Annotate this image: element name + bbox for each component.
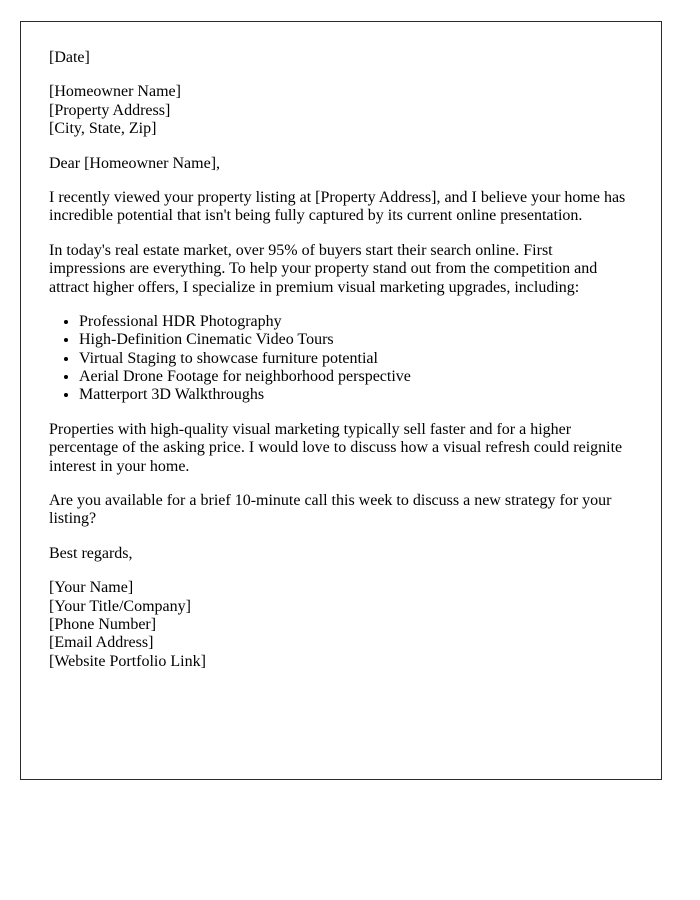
recipient-city-state-zip-line: [City, State, Zip] — [49, 120, 157, 138]
signature-phone-line: [Phone Number] — [49, 615, 157, 633]
salutation-line: Dear [Homeowner Name], — [49, 154, 221, 172]
signature-name-line: [Your Name] — [49, 579, 134, 597]
recipient-address-line: [Property Address] — [49, 101, 171, 119]
signature-email-line: [Email Address] — [49, 634, 154, 652]
services-bullet-list — [49, 313, 632, 405]
market-paragraph: In today's real estate market, over 95% of buyers start their search online. First impressions are everything. To help your property stand out from the competition and attract higher offers, I specialize in premium visual marketing upgrades, including: — [49, 241, 598, 296]
recipient-block — [49, 83, 632, 138]
bullet-item-drone-footage: • Aerial Drone Footage for neighborhood perspective — [79, 368, 632, 386]
signature-block — [49, 579, 632, 671]
bullet-item-3d-walkthroughs: • Matterport 3D Walkthroughs — [79, 386, 632, 404]
bullet-item-video-tours: • High-Definition Cinematic Video Tours — [79, 331, 632, 349]
date-line: [Date] — [49, 49, 90, 66]
letter-document — [20, 21, 662, 780]
cta-paragraph: Are you available for a brief 10-minute call this week to discuss a new strategy for your listing? — [49, 492, 612, 528]
signature-website-line: [Website Portfolio Link] — [49, 652, 206, 670]
recipient-name-line: [Homeowner Name] — [49, 83, 181, 101]
signature-title-company-line: [Your Title/Company] — [49, 597, 191, 615]
intro-paragraph: I recently viewed your property listing at [Property Address], and I believe your home has incredible potential that isn't being fully captured by its current online presentation. — [49, 188, 626, 225]
bullet-item-virtual-staging: • Virtual Staging to showcase furniture potential — [79, 350, 632, 368]
bullet-item-hdr-photography: • Professional HDR Photography — [79, 313, 632, 331]
value-paragraph: Properties with high-quality visual marketing typically sell faster and for a higher percentage of the asking price. I would love to discuss how a visual refresh could reignite interest in your home. — [49, 420, 623, 475]
closing-line: Best regards, — [49, 544, 133, 562]
